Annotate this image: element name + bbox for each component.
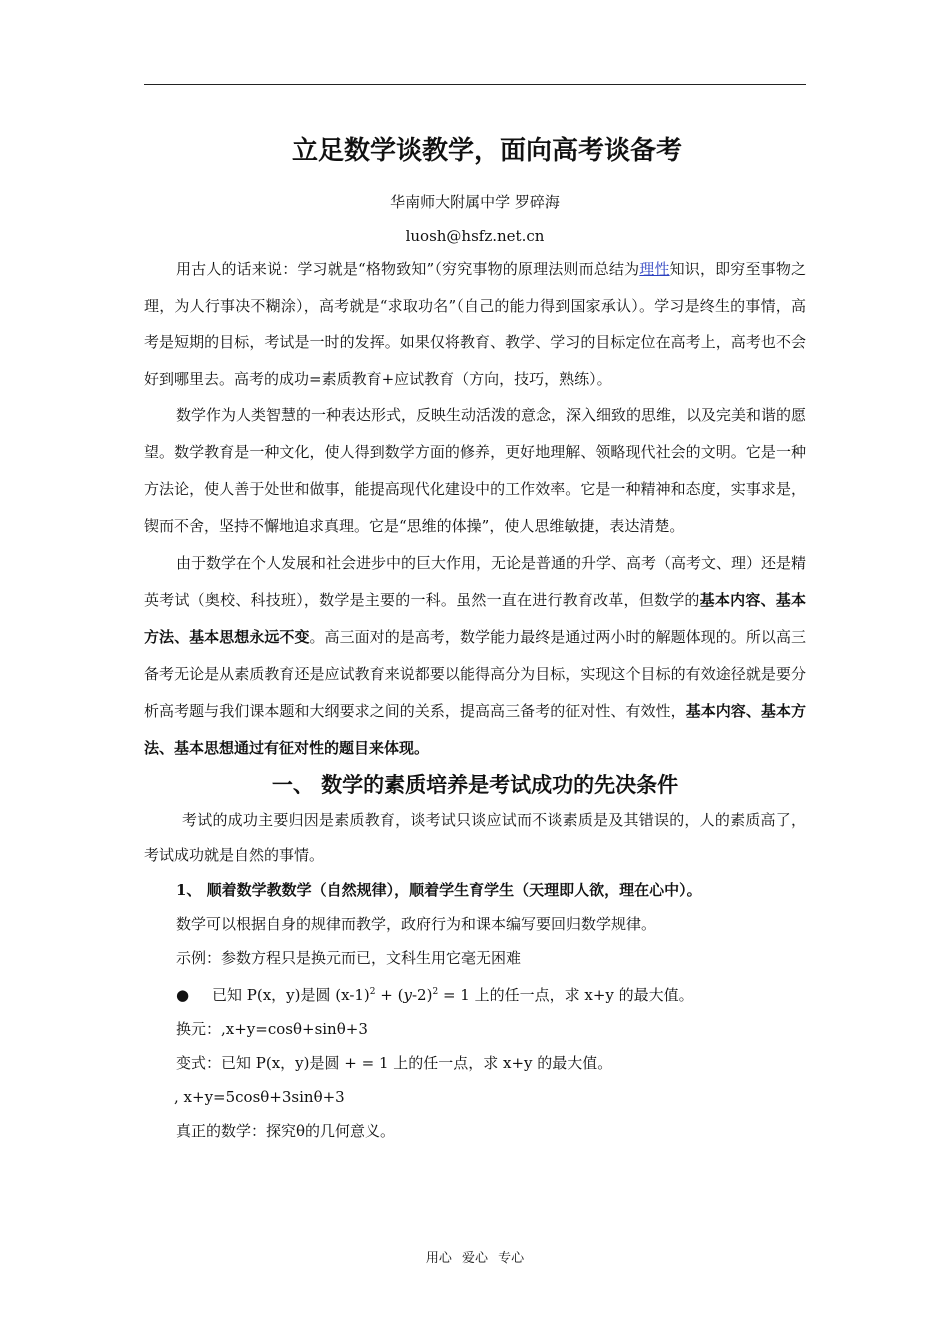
paragraph-3-text-c: 。高三面对的是高考，数学能力最终是通过两小时的解题体现的。所以高三备考无论是从素质教育还是应试教育来说都要以能得高分为目标，实现这个目标的有效途径就是要分析高考题与我们课本题和大纲要求之间的关系，提高高三备考的征对性、有效性， bbox=[144, 628, 806, 720]
section-heading-1: 一、 数学的素质培养是考试成功的先决条件 bbox=[271, 773, 679, 797]
author-line: 华南师大附属中学 罗碎海 bbox=[390, 193, 560, 211]
superscript-2: 2 bbox=[432, 987, 439, 997]
variable-y: y bbox=[403, 986, 412, 1004]
text-line-7: 真正的数学：探究θ的几何意义。 bbox=[176, 1122, 396, 1140]
email-line: luosh@hsfz.net.cn bbox=[405, 227, 545, 245]
text-line-1: 数学可以根据自身的规律而教学，政府行为和课本编写要回归数学规律。 bbox=[176, 915, 657, 933]
document-title: 立足数学谈教学，面向高考谈备考 bbox=[291, 136, 682, 166]
bullet-text-a: 已知 P(x，y)是圆 (x-1) bbox=[212, 986, 370, 1004]
paragraph-1-text-a: 用古人的话来说：学习就是“格物致知”（穷究事物的原理法则而总结为 bbox=[176, 260, 640, 278]
superscript-1: 2 bbox=[369, 987, 376, 997]
paragraph-1-text-b: 知识，即穷至事物之理，为人行事决不糊涂），高考就是“求取功名”（自己的能力得到国家承认）。学习是终生的事情，高考是短期的目标，考试是一时的发挥。如果仅将教育、教学、学习的目标定位在高考上，高考也不会好到哪里去。高考的成功=素质教育+应试教育（方向，技巧，熟练）。 bbox=[144, 260, 806, 388]
text-line-4: 换元：,x+y=cosθ+sinθ+3 bbox=[176, 1020, 368, 1038]
paragraph-2: 数学作为人类智慧的一种表达形式，反映生动活泼的意念，深入细致的思维，以及完美和谐的愿望。数学教育是一种文化，使人得到数学方面的修养，更好地理解、领略现代社会的文明。它是一种方法论，使人善于处世和做事，能提高现代化建设中的工作效率。它是一种精神和态度，实事求是，锲而不舍，坚持不懈地追求真理。它是“思维的体操”，使人思维敏捷，表达清楚。 bbox=[144, 406, 807, 535]
text-line-6: , x+y=5cosθ+3sinθ+3 bbox=[174, 1088, 345, 1106]
paragraph-1 bbox=[144, 251, 806, 397]
paragraph-3 bbox=[144, 545, 806, 767]
document-page bbox=[144, 130, 806, 1148]
header-rule bbox=[144, 84, 806, 85]
footer-word-2: 爱心 bbox=[461, 1251, 488, 1266]
paragraph-3-bold-a: 基本内容、基本方法、基本思想永远不变 bbox=[144, 591, 806, 646]
paragraph-3-bold-b: 基本内容、基本方法、基本思想通过有征对性的题目来体现。 bbox=[144, 702, 806, 757]
bullet-text-b: + ( bbox=[375, 986, 404, 1004]
footer-word-1: 用心 bbox=[425, 1251, 452, 1266]
text-line-5: 变式：已知 P(x，y)是圆 + = 1 上的任一点，求 x+y 的最大值。 bbox=[176, 1054, 613, 1072]
paragraph-4: 考试的成功主要归因是素质教育，谈考试只谈应试而不谈素质是及其错误的，人的素质高了，考试成功就是自然的事情。 bbox=[144, 811, 806, 864]
link-lixing[interactable]: 理性 bbox=[639, 260, 670, 278]
paragraph-3-text-a: 由于数学在个人发展和社会进步中的巨大作用，无论是普通的升学、高考（高考文、理）还是精英考试（奥校、科技班），数学是主要的一科。虽然一直在进行教育改革，但数学的 bbox=[144, 554, 807, 609]
bullet-text-d: = 1 上的任一点，求 x+y 的最大值。 bbox=[438, 986, 694, 1004]
page-footer bbox=[0, 1247, 950, 1266]
bullet-icon: ● bbox=[176, 986, 190, 1004]
bullet-text-c: -2) bbox=[411, 986, 433, 1004]
footer-word-3: 专心 bbox=[498, 1251, 525, 1266]
bullet-line bbox=[144, 975, 806, 1012]
text-line-2: 示例：参数方程只是换元而已，文科生用它毫无困难 bbox=[176, 949, 522, 967]
subheading-1: 1、 顺着数学教数学（自然规律），顺着学生育学生（天理即人欲，理在心中）。 bbox=[176, 881, 702, 899]
